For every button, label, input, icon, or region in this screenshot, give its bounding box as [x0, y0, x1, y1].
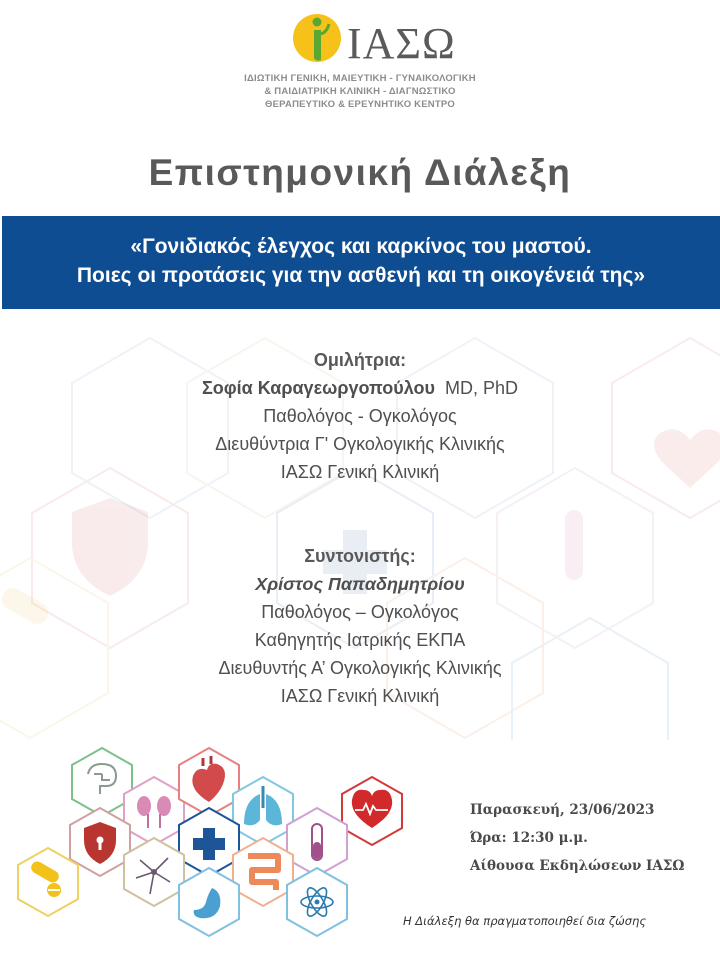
- clinic-desc-line: ΘΕΡΑΠΕΥΤΙΚΟ & ΕΡΕΥΝΗΤΙΚΟ ΚΕΝΤΡΟ: [265, 99, 455, 110]
- heartbeat-icon: [342, 777, 402, 845]
- lungs-icon: [233, 777, 293, 845]
- stomach-icon: [179, 868, 239, 936]
- lecture-title-banner: [2, 216, 720, 309]
- atom-icon: [287, 868, 347, 936]
- intestine-icon: [233, 838, 293, 906]
- moderator-name: Χρίστος Παπαδημητρίου: [255, 574, 465, 594]
- heart-icon: [179, 748, 239, 816]
- speaker-label: Ομιλήτρια:: [313, 350, 407, 370]
- speaker-name: Σοφία Καραγεωργοπούλου: [201, 378, 435, 398]
- moderator-label: Συντονιστής:: [304, 546, 416, 566]
- event-date: Παρασκευή, 23/06/2023: [470, 802, 655, 818]
- moderator-position: Διευθυντής Α’ Ογκολογικής Κλινικής: [218, 658, 502, 678]
- moderator-clinic: ΙΑΣΩ Γενική Κλινική: [280, 686, 440, 706]
- speaker-block: [130, 346, 590, 486]
- clinic-desc-line: & ΠΑΙΔΙΑΤΡΙΚΗ ΚΛΙΝΙΚΗ - ΔΙΑΓΝΩΣΤΙΚΟ: [264, 86, 456, 97]
- event-details: [470, 796, 684, 880]
- neuron-icon: [124, 838, 184, 906]
- clinic-desc-line: ΙΔΙΩΤΙΚΗ ΓΕΝΙΚΗ, ΜΑΙΕΥΤΙΚΗ - ΓΥΝΑΙΚΟΛΟΓΙΚΗ: [244, 73, 476, 84]
- moderator-title: Καθηγητής Ιατρικής ΕΚΠΑ: [254, 630, 466, 650]
- speaker-clinic: ΙΑΣΩ Γενική Κλινική: [280, 462, 440, 482]
- lecture-title-line-2: Ποιες οι προτάσεις για την ασθενή και τη οικογένειά της»: [76, 264, 646, 287]
- medical-cross-icon: [179, 808, 239, 876]
- speaker-degrees: MD, PhD: [445, 378, 519, 398]
- brand-name: ΙΑΣΩ: [347, 19, 456, 68]
- moderator-specialty: Παθολόγος – Ογκολόγος: [261, 602, 459, 622]
- speaker-position: Διευθύντρια Γ' Ογκολογικής Κλινικής: [215, 434, 505, 454]
- moderator-block: [130, 542, 590, 710]
- clinic-description: [0, 72, 720, 111]
- attendance-note: Η Διάλεξη θα πραγματοποιηθεί δια ζώσης: [403, 914, 647, 928]
- test-tube-icon: [287, 808, 347, 876]
- event-venue: Αίθουσα Εκδηλώσεων ΙΑΣΩ: [470, 858, 685, 874]
- speaker-specialty: Παθολόγος - Ογκολόγος: [263, 406, 457, 426]
- lecture-title-line-1: «Γονιδιακός έλεγχος και καρκίνος του μαστού.: [130, 235, 592, 258]
- event-time: Ώρα: 12:30 μ.μ.: [470, 830, 588, 846]
- medical-icons-cluster: [12, 744, 412, 944]
- event-type-heading: Επιστημονική Διάλεξη: [148, 152, 572, 193]
